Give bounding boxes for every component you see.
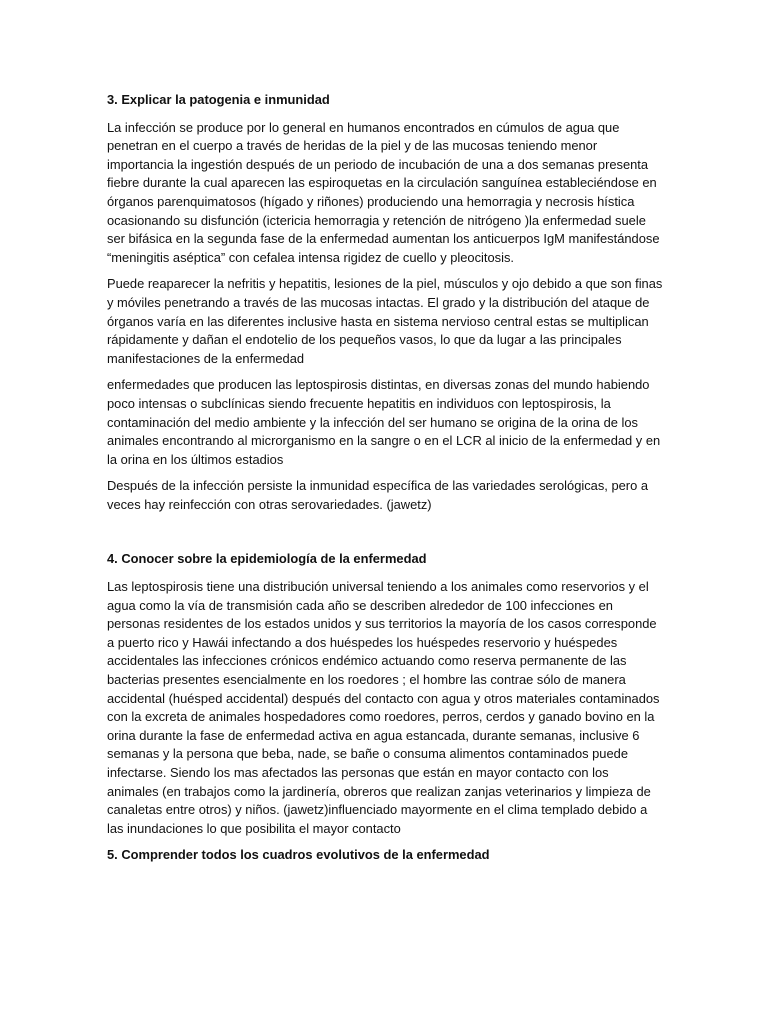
section-heading: 3. Explicar la patogenia e inmunidad	[107, 92, 330, 107]
paragraph: La infección se produce por lo general en humanos encontrados en cúmulos de agua que penetran en el cuerpo a través de heridas de la piel y de las mucosas teniendo menor importancia la ingestión después de un periodo de incubación de una a dos semanas presenta fiebre durante la cual aparecen las espiroquetas en la circulación sanguínea estableciéndose en órganos parenquimatosos (hígado y riñones) produciendo una hemorragia y necrosis hística ocasionando su disfunción (ictericia hemorragia y retención de nitrógeno )la enfermedad suele ser bifásica en la segunda fase de la enfermedad aumentan los anticuerpos IgM manifestándose “meningitis aséptica” con cefalea intensa rigidez de cuello y pleocitosis.	[107, 119, 660, 265]
paragraph: Puede reaparecer la nefritis y hepatitis, lesiones de la piel, músculos y ojo debido a que son finas y móviles penetrando a través de las mucosas intactas. El grado y la distribución del ataque de órganos varía en las diferentes inclusive hasta en sistema nervioso central estas se multiplican rápidamente y dañan el endotelio de los pequeños vasos, lo que da lugar a las principales manifestaciones de la enfermedad	[107, 276, 663, 366]
document-page	[107, 91, 663, 874]
section-heading: 5. Comprender todos los cuadros evolutivos de la enfermedad	[107, 847, 490, 863]
paragraph: enfermedades que producen las leptospirosis distintas, en diversas zonas del mundo habiendo poco intensas o subclínicas siendo frecuente hepatitis en individuos con leptospirosis, la contaminación del medio ambiente y la infección del ser humano se origina de la orina de los animales encontrando al microrganismo en la sangre o en el LCR al inicio de la enfermedad y en la orina en los últimos estadios	[107, 377, 661, 467]
paragraph: Las leptospirosis tiene una distribución universal teniendo a los animales como reservorios y el agua como la vía de transmisión cada año se describen alrededor de 100 infecciones en personas residentes de los estados unidos y sus territorios la mayoría de los casos corresponde a puerto rico y Hawái infectando a dos huéspedes los huéspedes reservorio y huéspedes accidentales las infecciones crónicos endémico actuando como reserva permanente de las bacterias presentes esencialmente en los roedores ; el hombre las contrae sólo de manera accidental (huésped accidental) después del contacto con agua y otros materiales contaminados con la excreta de animales hospedadores como roedores, perros, cerdos y ganado bovino en la orina durante la fase de enfermedad activa en agua estancada, durante semanas, inclusive 6 semanas y la persona que beba, nade, se bañe o consuma alimentos contaminados puede infectarse. Siendo los mas afectados las personas que están en mayor contacto con los animales (en trabajos como la jardinería, obreros que realizan zanjas veterinarios y limpieza de canaletas entre otros) y niños. (jawetz)influenciado mayormente en el clima templado debido a las inundaciones lo que posibilita el mayor contacto	[107, 579, 660, 836]
paragraph: Después de la infección persiste la inmunidad específica de las variedades serológicas, pero a veces hay reinfección con otras serovariedades. (jawetz)	[107, 478, 649, 512]
section-spacer	[107, 522, 663, 550]
section-heading: 4. Conocer sobre la epidemiología de la enfermedad	[107, 551, 427, 567]
